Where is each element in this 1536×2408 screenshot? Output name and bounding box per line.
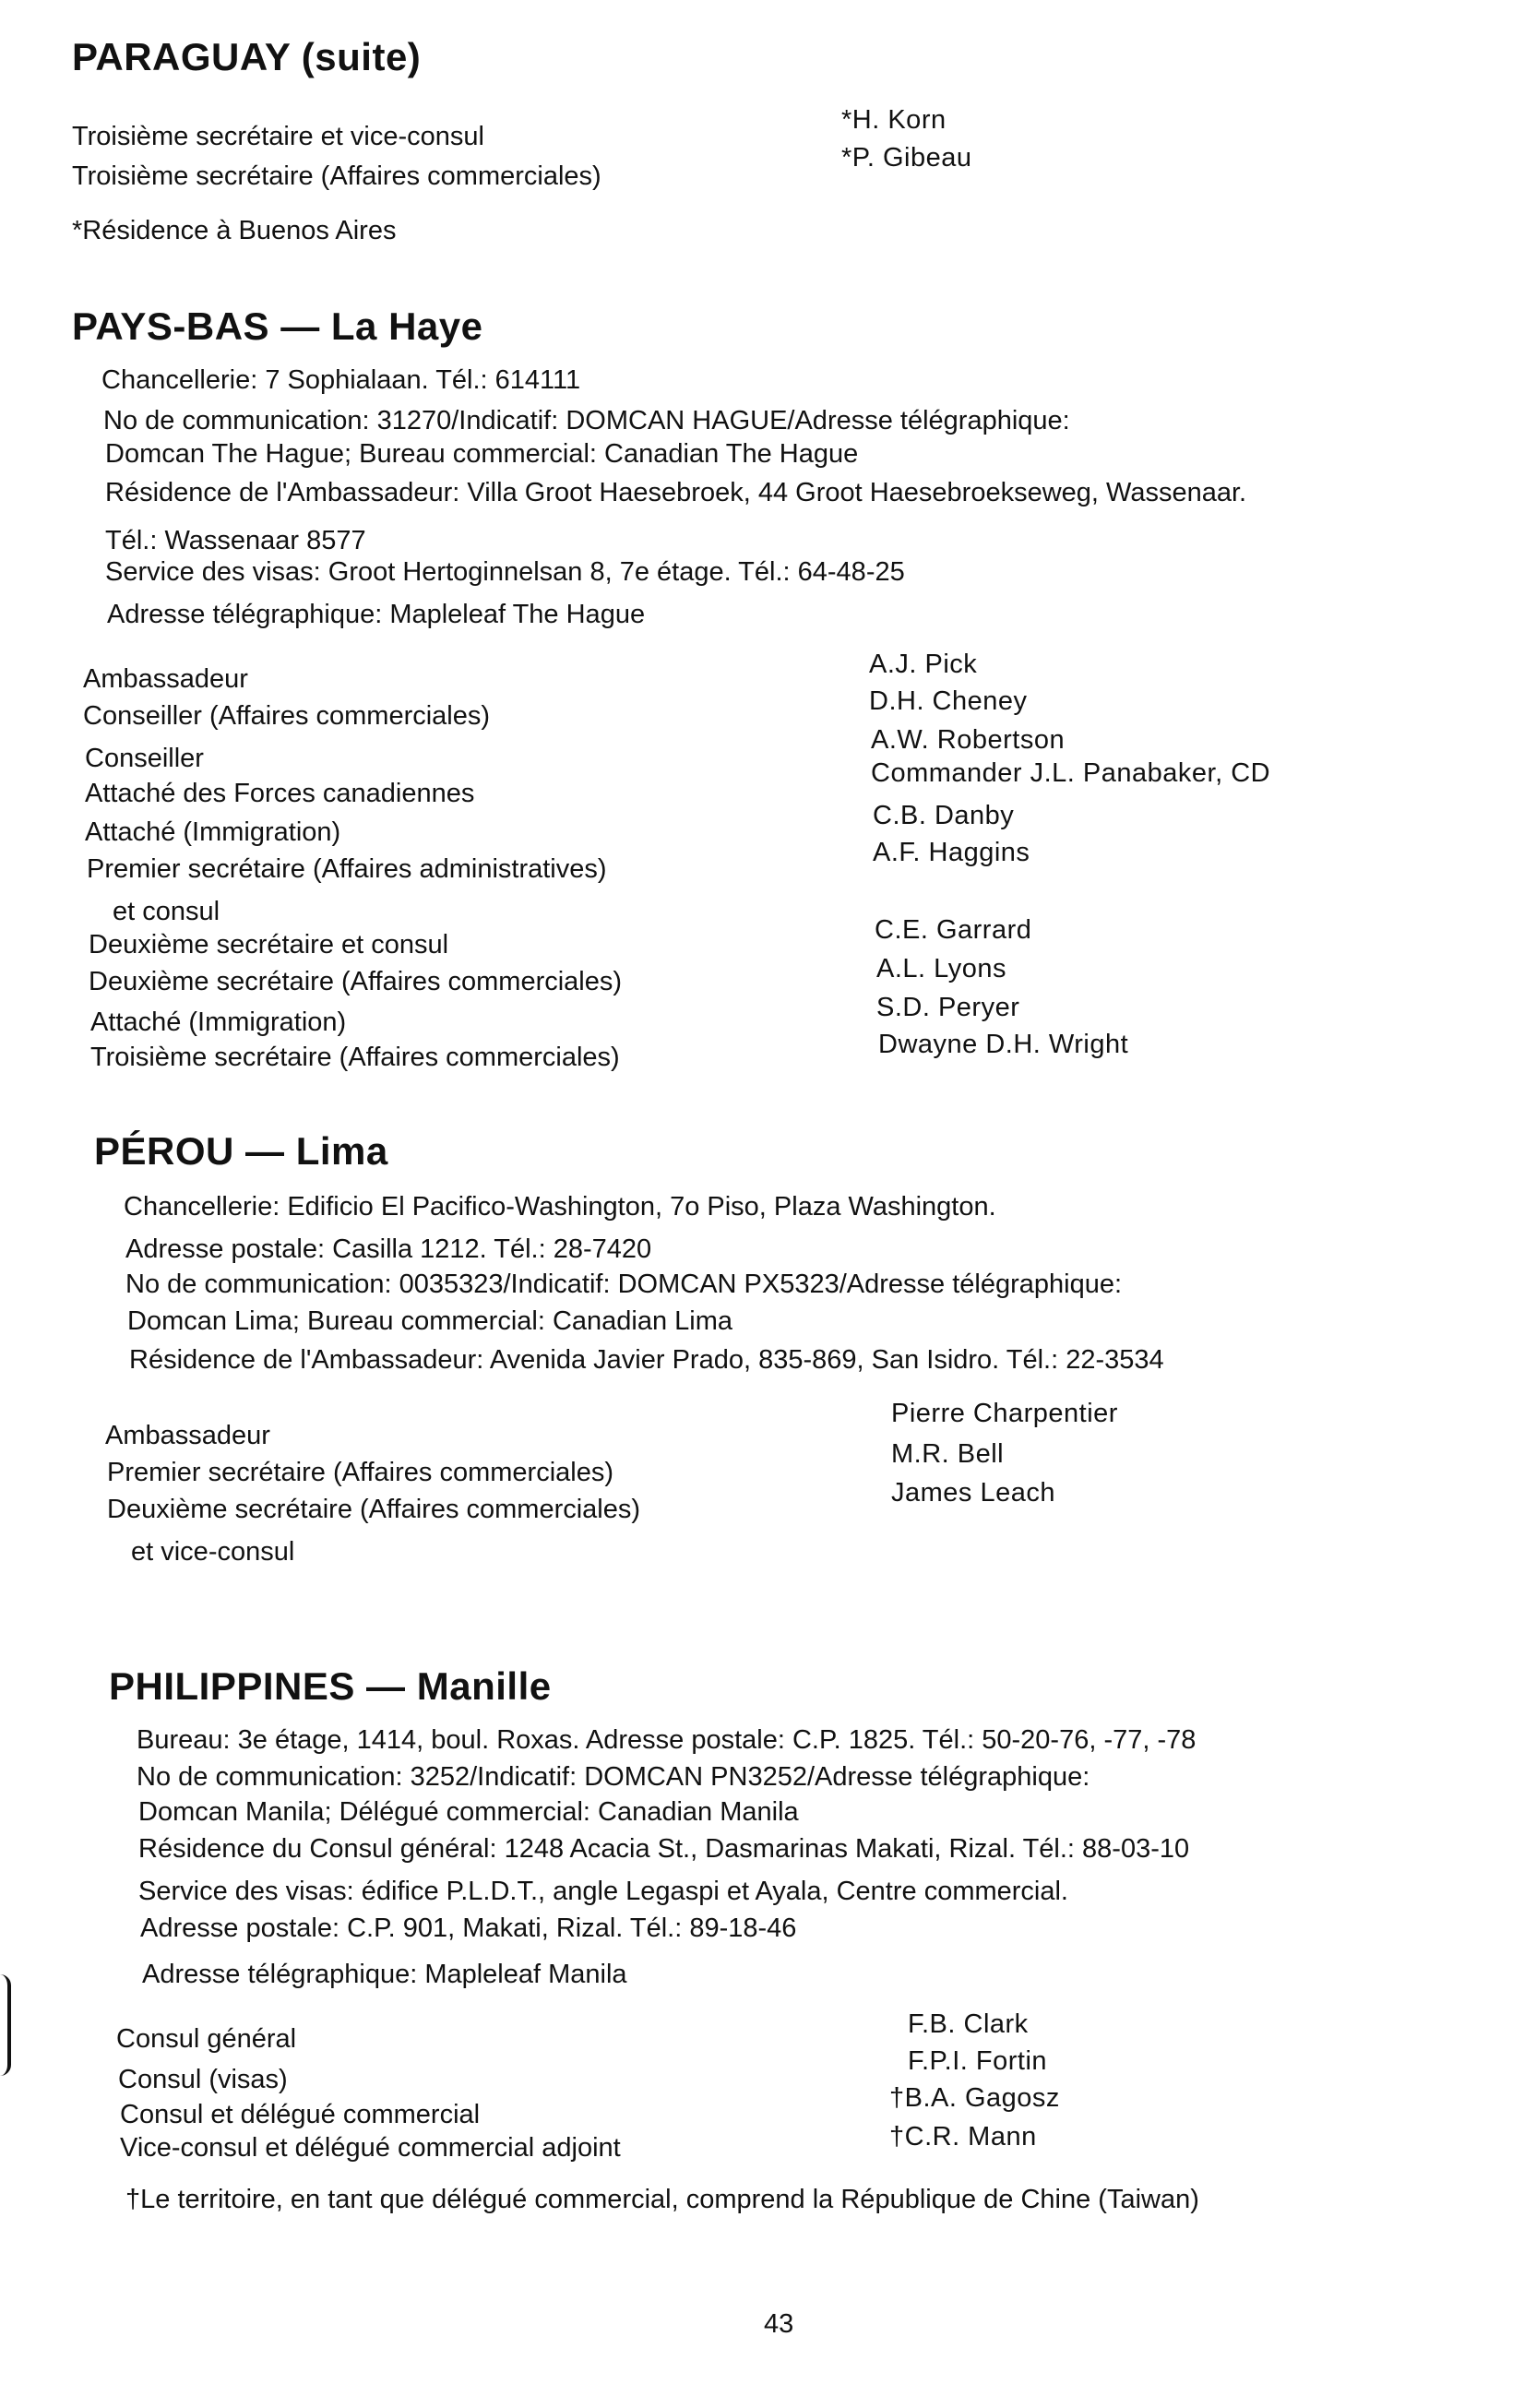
name-text: †B.A. Gagosz — [889, 2083, 1060, 2113]
address-line: Adresse postale: C.P. 901, Makati, Rizal. Tél.: 89-18-46 — [140, 1913, 797, 1943]
address-line: Résidence du Consul général: 1248 Acacia St., Dasmarinas Makati, Rizal. Tél.: 88-03-10 — [138, 1834, 1190, 1864]
role-text: Premier secrétaire (Affaires commerciales) — [107, 1458, 613, 1487]
address-line: No de communication: 0035323/Indicatif: DOMCAN PX5323/Adresse télégraphique: — [125, 1270, 1123, 1299]
name-text: A.L. Lyons — [876, 954, 1006, 983]
role-text: Deuxième secrétaire et consul — [89, 930, 449, 960]
address-line: Résidence de l'Ambassadeur: Villa Groot Haesebroek, 44 Groot Haesebroekseweg, Wassenaar. — [105, 478, 1247, 507]
role-text: Attaché des Forces canadiennes — [85, 779, 475, 808]
name-text: S.D. Peryer — [876, 993, 1020, 1022]
name-text: F.P.I. Fortin — [908, 2046, 1048, 2076]
address-line: Bureau: 3e étage, 1414, boul. Roxas. Adresse postale: C.P. 1825. Tél.: 50-20-76, -77, -78 — [137, 1725, 1197, 1755]
section-title-philippines: PHILIPPINES — Manille — [109, 1664, 552, 1708]
role-text: Consul général — [116, 2024, 297, 2054]
role-text: Consul et délégué commercial — [120, 2100, 481, 2129]
section-title-paysbas: PAYS-BAS — La Haye — [72, 304, 483, 348]
page-number: 43 — [764, 2309, 794, 2339]
address-line: Chancellerie: 7 Sophialaan. Tél.: 614111 — [101, 365, 581, 395]
role-text: Consul (visas) — [118, 2065, 288, 2094]
address-line: Service des visas: édifice P.L.D.T., angle Legaspi et Ayala, Centre commercial. — [138, 1877, 1068, 1906]
address-line: Adresse télégraphique: Mapleleaf Manila — [142, 1960, 627, 1989]
role-text: Vice-consul et délégué commercial adjoint — [120, 2133, 621, 2163]
role-text: Ambassadeur — [105, 1421, 270, 1450]
address-line: Domcan Lima; Bureau commercial: Canadian Lima — [127, 1306, 733, 1336]
paraguay-subtitle: (suite) — [301, 35, 422, 78]
name-text: James Leach — [891, 1478, 1055, 1508]
name-text: Pierre Charpentier — [891, 1399, 1118, 1428]
address-line: Tél.: Wassenaar 8577 — [105, 526, 366, 555]
footnote: †Le territoire, en tant que délégué commercial, comprend la République de Chine (Taiwan) — [125, 2185, 1199, 2214]
paraguay-title: PARAGUAY — [72, 35, 291, 78]
name-text: M.R. Bell — [891, 1439, 1005, 1469]
binding-edge-mark — [0, 1974, 11, 2076]
role-text: Deuxième secrétaire (Affaires commerciales) — [89, 967, 623, 996]
name-text: *P. Gibeau — [841, 143, 972, 173]
role-text: Conseiller (Affaires commerciales) — [83, 701, 491, 731]
address-line: No de communication: 31270/Indicatif: DOMCAN HAGUE/Adresse télégraphique: — [103, 406, 1070, 435]
role-text: Ambassadeur — [83, 664, 248, 694]
address-line: Chancellerie: Edificio El Pacifico-Washington, 7o Piso, Plaza Washington. — [124, 1192, 996, 1222]
name-text: C.B. Danby — [873, 801, 1015, 830]
section-title-perou: PÉROU — Lima — [94, 1129, 388, 1173]
address-line: Adresse télégraphique: Mapleleaf The Hague — [107, 600, 646, 629]
name-text: *H. Korn — [841, 105, 947, 135]
address-line: Domcan The Hague; Bureau commercial: Canadian The Hague — [105, 439, 859, 469]
role-text: et vice-consul — [131, 1537, 295, 1567]
role-text: Deuxième secrétaire (Affaires commerciales) — [107, 1495, 641, 1524]
section-title-paraguay — [72, 35, 421, 79]
role-text: et consul — [113, 897, 220, 926]
name-text: †C.R. Mann — [889, 2122, 1037, 2152]
name-text: A.W. Robertson — [871, 725, 1066, 755]
role-text: Troisième secrétaire (Affaires commerciales) — [90, 1043, 620, 1072]
address-line: Adresse postale: Casilla 1212. Tél.: 28-7420 — [125, 1234, 652, 1264]
name-text: A.J. Pick — [869, 650, 978, 679]
address-line: No de communication: 3252/Indicatif: DOMCAN PN3252/Adresse télégraphique: — [137, 1762, 1090, 1792]
name-text: A.F. Haggins — [873, 838, 1030, 867]
name-text: C.E. Garrard — [875, 915, 1032, 945]
role-text: Troisième secrétaire et vice-consul — [72, 122, 484, 151]
address-line: Domcan Manila; Délégué commercial: Canadian Manila — [138, 1797, 799, 1827]
name-text: F.B. Clark — [908, 2009, 1029, 2039]
role-text: Premier secrétaire (Affaires administratives) — [87, 854, 607, 884]
name-text: D.H. Cheney — [869, 686, 1028, 716]
role-text: Attaché (Immigration) — [85, 817, 341, 847]
address-line: Résidence de l'Ambassadeur: Avenida Javier Prado, 835-869, San Isidro. Tél.: 22-3534 — [129, 1345, 1164, 1375]
footnote: *Résidence à Buenos Aires — [72, 216, 397, 245]
role-text: Attaché (Immigration) — [90, 1007, 347, 1037]
name-text: Dwayne D.H. Wright — [878, 1030, 1129, 1059]
role-text: Conseiller — [85, 744, 204, 773]
address-line: Service des visas: Groot Hertoginnelsan 8, 7e étage. Tél.: 64-48-25 — [105, 557, 905, 587]
role-text: Troisième secrétaire (Affaires commerciales) — [72, 161, 601, 191]
name-text: Commander J.L. Panabaker, CD — [871, 758, 1271, 788]
